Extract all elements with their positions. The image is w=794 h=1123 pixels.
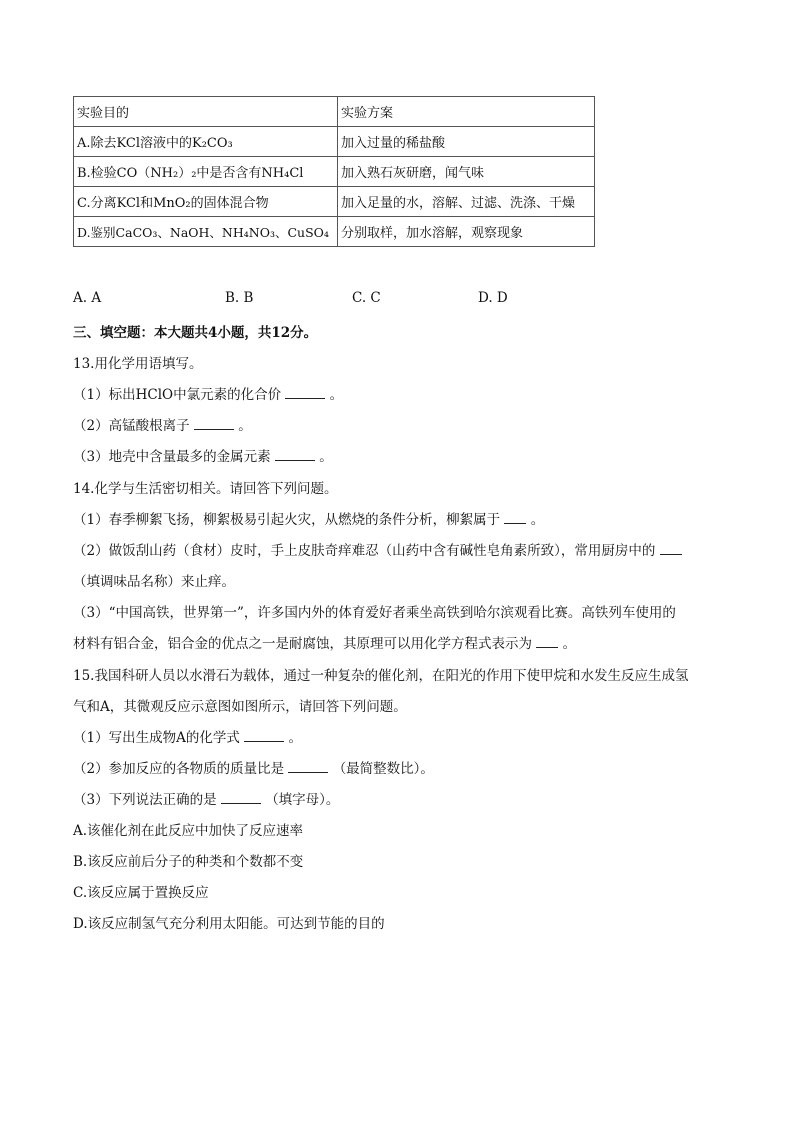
answer-blank[interactable] <box>221 791 261 804</box>
question-14-part-2-cont: （填调味品名称）来止痒。 <box>73 574 235 590</box>
question-text: （2）高锰酸根离子 <box>73 418 190 434</box>
table-header-row <box>74 97 595 127</box>
answer-blank[interactable] <box>288 760 328 773</box>
question-text-tail: （填字母）。 <box>265 792 340 808</box>
punctuation: 。 <box>319 449 333 465</box>
question-text-tail: （最简整数比）。 <box>332 761 434 777</box>
punctuation: 。 <box>329 387 344 403</box>
answer-blank[interactable] <box>536 635 558 648</box>
experiment-table <box>73 96 595 247</box>
question-15-stem-cont: 气和A，其微观反应示意图如图所示，请回答下列问题。 <box>73 699 407 715</box>
question-13-part-2 <box>73 414 252 434</box>
question-text: 材料有铝合金，铝合金的优点之一是耐腐蚀，其原理可以用化学方程式表示为 <box>73 636 532 652</box>
table-cell: C.分离KCl和MnO₂的固体混合物 <box>74 187 338 217</box>
choice-d[interactable]: D.该反应制氢气充分利用太阳能。可达到节能的目的 <box>73 916 385 932</box>
option-c[interactable]: C. C <box>352 290 381 306</box>
table-row <box>74 187 595 217</box>
question-15-part-2 <box>73 757 434 777</box>
punctuation: 。 <box>238 418 252 434</box>
question-14-part-2 <box>73 539 682 559</box>
table-cell: 分别取样，加水溶解，观察现象 <box>338 217 595 247</box>
answer-blank[interactable] <box>275 448 315 461</box>
question-13-stem: 13.用化学用语填写。 <box>73 356 203 372</box>
question-13-part-3 <box>73 445 333 465</box>
question-text: （1）写出生成物A的化学式 <box>73 730 240 746</box>
table-row <box>74 217 595 247</box>
table-cell: 加入足量的水，溶解、过滤、洗涤、干燥 <box>338 187 595 217</box>
question-15-part-3 <box>73 788 339 808</box>
option-b[interactable]: B. B <box>225 290 254 306</box>
question-14-part-1 <box>73 508 544 528</box>
option-d[interactable]: D. D <box>478 290 508 306</box>
question-text: （2）参加反应的各物质的质量比是 <box>73 761 285 777</box>
table-row <box>74 127 595 157</box>
section-title: 三、填空题：本大题共4小题，共12分。 <box>73 325 318 341</box>
question-text: （1）标出HClO中氯元素的化合价 <box>73 387 282 403</box>
punctuation: 。 <box>288 730 302 746</box>
question-14-stem: 14.化学与生活密切相关。请回答下列问题。 <box>73 481 338 497</box>
table-header-cell: 实验目的 <box>74 97 338 127</box>
table-header-cell: 实验方案 <box>338 97 595 127</box>
choice-a[interactable]: A.该催化剂在此反应中加快了反应速率 <box>73 823 304 839</box>
question-14-part-3: （3）“中国高铁，世界第一”，许多国内外的体育爱好者乘坐高铁到哈尔滨观看比赛。高铁列车使用的 <box>73 605 676 621</box>
table-row <box>74 157 595 187</box>
answer-blank[interactable] <box>660 542 682 555</box>
answer-blank[interactable] <box>285 386 325 399</box>
table-cell: 加入熟石灰研磨，闻气味 <box>338 157 595 187</box>
choice-c[interactable]: C.该反应属于置换反应 <box>73 885 209 901</box>
table-cell: A.除去KCl溶液中的K₂CO₃ <box>74 127 338 157</box>
table-cell: 加入过量的稀盐酸 <box>338 127 595 157</box>
question-text: （1）春季柳絮飞扬，柳絮极易引起火灾，从燃烧的条件分析，柳絮属于 <box>73 512 501 528</box>
punctuation: 。 <box>530 512 545 528</box>
question-text: （2）做饭刮山药（食材）皮时，手上皮肤奇痒难忍（山药中含有碱性皂角素所致），常用厨房中的 <box>73 543 656 559</box>
punctuation: 。 <box>562 636 577 652</box>
answer-blank[interactable] <box>194 417 234 430</box>
option-a[interactable]: A. A <box>73 290 102 306</box>
question-14-part-3-cont <box>73 632 576 652</box>
choice-b[interactable]: B.该反应前后分子的种类和个数都不变 <box>73 854 304 870</box>
answer-blank[interactable] <box>244 729 284 742</box>
question-15-part-1 <box>73 726 302 746</box>
answer-blank[interactable] <box>504 511 526 524</box>
table-cell: B.检验CO（NH₂）₂中是否含有NH₄Cl <box>74 157 338 187</box>
question-15-stem: 15.我国科研人员以水滑石为载体，通过一种复杂的催化剂，在阳光的作用下使甲烷和水发生反应生成氢 <box>73 668 689 684</box>
question-13-part-1 <box>73 383 343 403</box>
table-cell: D.鉴别CaCO₃、NaOH、NH₄NO₃、CuSO₄ <box>74 217 338 247</box>
question-text: （3）地壳中含量最多的金属元素 <box>73 449 271 465</box>
question-text: （3）下列说法正确的是 <box>73 792 217 808</box>
